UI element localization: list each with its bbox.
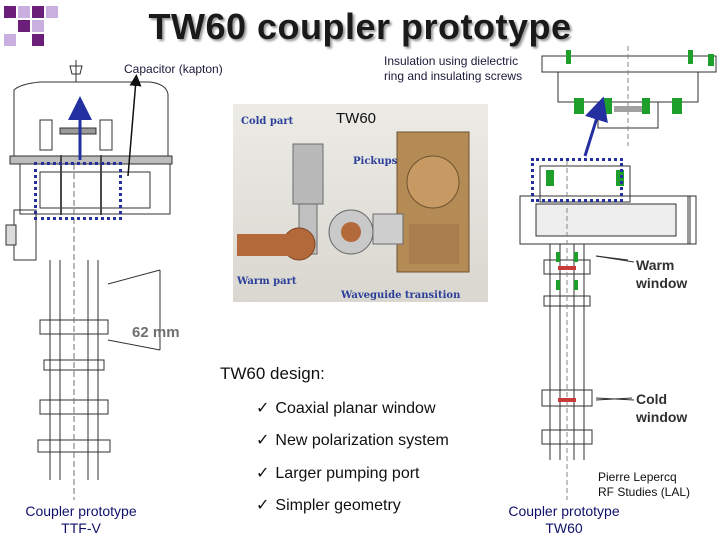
photo-title: TW60: [336, 110, 377, 127]
warm-window-label: [636, 256, 687, 292]
corner-square-2: [18, 6, 30, 18]
photo-label-cold-part: Cold part: [241, 116, 294, 127]
cold-window-label: [636, 390, 687, 426]
insulation-detail-drawing: [538, 46, 720, 146]
check-icon: ✓: [256, 432, 270, 449]
corner-square-8: [32, 34, 44, 46]
design-item-2: [256, 430, 449, 450]
corner-square-4: [46, 6, 58, 18]
insulation-label: [384, 54, 522, 84]
right-caption-line2: TW60: [545, 520, 583, 536]
corner-square-7: [4, 34, 16, 46]
tw60-photo: [233, 104, 488, 302]
capacitor-label: Capacitor (kapton): [124, 62, 223, 76]
right-caption: [490, 503, 638, 537]
left-caption: [6, 503, 156, 537]
design-heading: TW60 design:: [220, 364, 325, 383]
tw60-coupler-drawing: [516, 160, 716, 500]
design-item-text: Larger pumping port: [275, 465, 420, 482]
capacitor-highlight-box: [34, 162, 122, 220]
check-icon: ✓: [256, 465, 270, 482]
insulation-highlight-box: [531, 158, 623, 202]
design-item-text: New polarization system: [275, 432, 449, 449]
left-caption-line2: TTF-V: [61, 520, 101, 536]
author-block: [598, 470, 690, 500]
cold-window-line1: Cold: [636, 391, 668, 407]
photo-label-pickups: Pickups: [353, 156, 398, 167]
slide-title: TW60 coupler prototype: [148, 6, 572, 47]
design-item-text: Coaxial planar window: [275, 400, 436, 417]
design-item-text: Simpler geometry: [275, 497, 401, 514]
corner-square-3: [32, 6, 44, 18]
check-icon: ✓: [256, 400, 270, 417]
insulation-label-line1: Insulation using dielectric: [384, 54, 519, 68]
left-caption-line1: Coupler prototype: [25, 503, 137, 519]
design-item-1: [256, 398, 436, 418]
check-icon: ✓: [256, 497, 270, 514]
photo-label-warm-part: Warm part: [237, 276, 297, 287]
right-caption-line1: Coupler prototype: [508, 503, 620, 519]
ttfv-coupler-drawing: [0, 60, 205, 500]
photo-label-waveguide: Waveguide transition: [341, 290, 461, 301]
author-affiliation: RF Studies (LAL): [598, 485, 691, 499]
corner-square-6: [32, 20, 44, 32]
dimension-label: 62 mm: [132, 324, 180, 341]
warm-window-line1: Warm: [636, 257, 675, 273]
tw60-photo-illustration: [233, 104, 488, 302]
design-item-4: [256, 495, 401, 515]
corner-square-1: [4, 6, 16, 18]
design-item-3: [256, 463, 420, 483]
author-name: Pierre Lepercq: [598, 470, 677, 484]
warm-window-line2: window: [636, 275, 688, 291]
cold-window-line2: window: [636, 409, 688, 425]
corner-square-5: [18, 20, 30, 32]
insulation-label-line2: ring and insulating screws: [384, 69, 523, 83]
